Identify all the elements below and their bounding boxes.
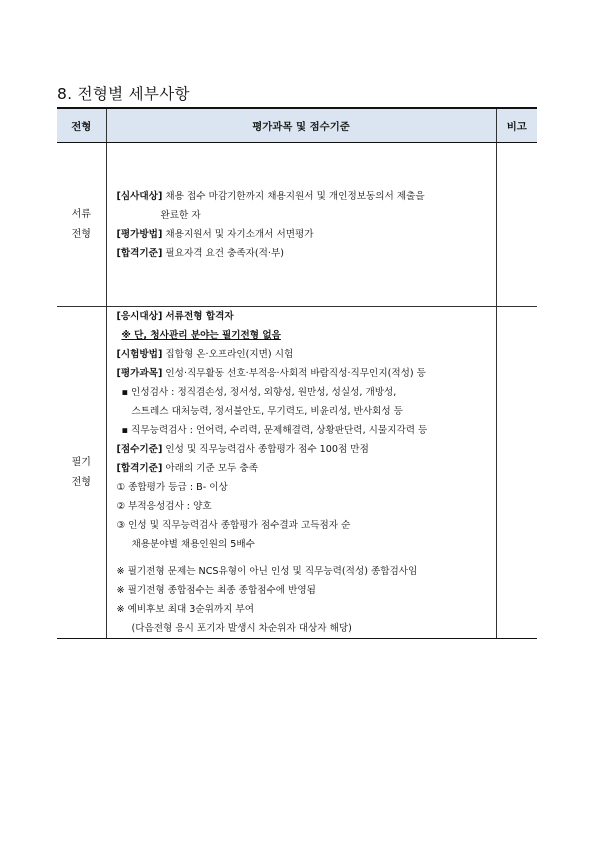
score-text: 인성 및 직무능력검사 종합평가 점수 100점 만점 — [165, 444, 369, 455]
score-label: [점수기준] — [116, 444, 163, 455]
header-remarks: 비고 — [496, 108, 537, 143]
note-item-cont: (다음전형 응시 포기자 발생시 차순위자 대상자 해당) — [131, 623, 352, 634]
stage-name-line: 전형 — [71, 476, 91, 488]
stage-name-line: 필기 — [71, 456, 91, 468]
note-item: ※ 필기전형 문제는 NCS유형이 아닌 인성 및 직무능력(적성) 종합검사임 — [116, 566, 418, 577]
pass-label: [합격기준] — [116, 247, 163, 259]
subject-text: 인성·직무활동 선호·부적응·사회적 바람직성·직무인지(적성) 등 — [165, 368, 426, 379]
remarks-cell-document — [496, 143, 537, 307]
personality-test-line-cont: 스트레스 대처능력, 정서불안도, 무기력도, 비윤리성, 반사회성 등 — [131, 406, 403, 417]
pass-text: 아래의 기준 모두 충족 — [165, 463, 258, 474]
evaluation-table — [57, 107, 537, 639]
table-row-written-test — [57, 307, 537, 639]
exception-note: ※ 단, 청사관리 분야는 필기전형 없음 — [121, 330, 281, 341]
stage-name-written — [57, 307, 106, 639]
criteria-item: ② 부적응성검사 : 양호 — [116, 501, 212, 512]
target-label: [심사대상] — [116, 190, 163, 202]
personality-test-line: ▪ 인성검사 : 정직겸손성, 정서성, 외향성, 원만성, 성실성, 개방성, — [121, 387, 397, 398]
criteria-item: ③ 인성 및 직무능력검사 종합평가 점수결과 고득점자 순 — [116, 520, 351, 531]
stage-name-document — [57, 143, 106, 307]
target-label: [응시대상] — [116, 311, 163, 322]
target-text: 채용 접수 마감기한까지 채용지원서 및 개인정보동의서 제출을 — [165, 190, 425, 202]
stage-name-line: 서류 — [71, 208, 91, 220]
section-title: 8. 전형별 세부사항 — [57, 85, 190, 103]
method-label: [평가방법] — [116, 228, 163, 240]
note-item: ※ 예비후보 최대 3순위까지 부여 — [116, 604, 255, 615]
criteria-cell-document — [106, 143, 496, 307]
pass-label: [합격기준] — [116, 463, 163, 474]
table-row-document-screening — [57, 143, 537, 307]
ability-test-line: ▪ 직무능력검사 : 언어력, 수리력, 문제해결력, 상황판단력, 시물지각력 등 — [121, 425, 428, 436]
target-text-cont: 완료한 자 — [160, 209, 201, 221]
note-item: ※ 필기전형 종합점수는 최종 종합점수에 반영됨 — [116, 585, 316, 596]
criteria-item-cont: 채용분야별 채용인원의 5배수 — [131, 539, 255, 550]
method-label: [시험방법] — [116, 349, 163, 360]
criteria-cell-written — [106, 307, 496, 639]
table-header-row — [57, 108, 537, 143]
header-criteria: 평가과목 및 점수기준 — [106, 108, 496, 143]
remarks-cell-written — [496, 307, 537, 639]
pass-text: 필요자격 요건 충족자(적·부) — [165, 247, 284, 259]
target-text: 서류전형 합격자 — [165, 311, 234, 322]
subject-label: [평가과목] — [116, 368, 163, 379]
header-stage: 전형 — [57, 108, 106, 143]
method-text: 채용지원서 및 자기소개서 서면평가 — [165, 228, 314, 240]
method-text: 집합형 온·오프라인(지면) 시험 — [165, 349, 294, 360]
criteria-item: ① 종합평가 등급 : B- 이상 — [116, 482, 228, 493]
stage-name-line: 전형 — [71, 228, 91, 240]
